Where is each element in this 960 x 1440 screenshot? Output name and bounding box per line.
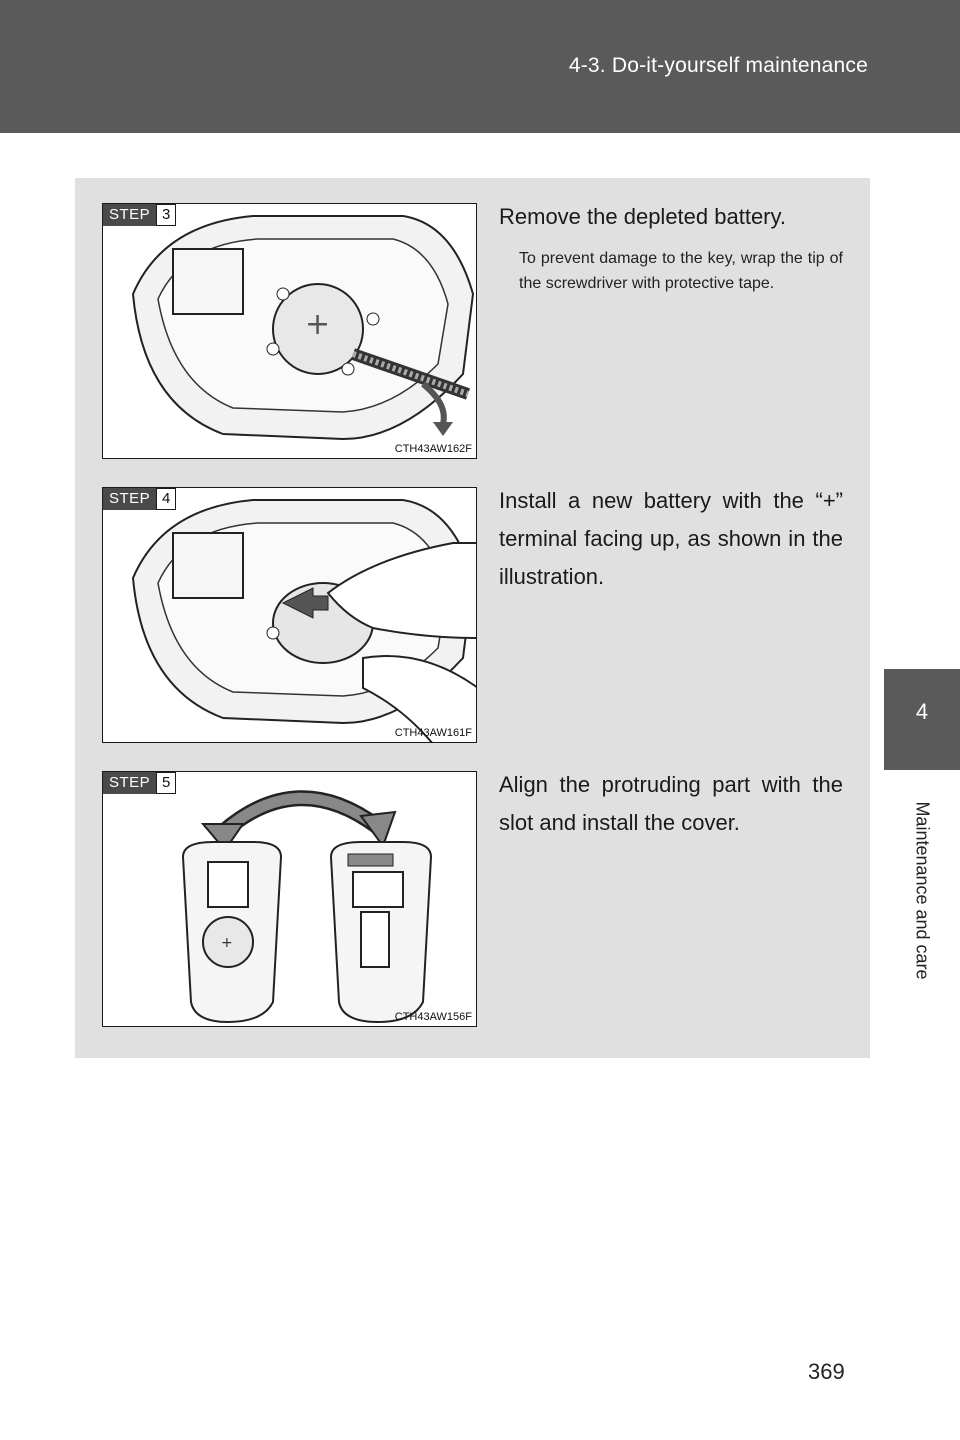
step-4-figure (102, 487, 477, 743)
key-battery-removal-illustration (103, 204, 477, 459)
figure-code: CTH43AW156F (394, 1011, 472, 1023)
step-badge (103, 488, 176, 510)
step-5-row (75, 746, 870, 1023)
instructions-panel (75, 178, 870, 1058)
step-5-figure (102, 771, 477, 1027)
step-badge-word: STEP (103, 772, 156, 794)
svg-text:+: + (305, 307, 331, 342)
step-3-figure (102, 203, 477, 459)
step-instruction: Align the protruding part with the slot and install the cover. (499, 772, 843, 835)
step-3-text (499, 198, 843, 296)
chapter-label: Maintenance and care (912, 801, 933, 980)
step-badge-number: 5 (156, 772, 176, 794)
key-cover-install-illustration (103, 772, 477, 1027)
chapter-label-wrap (884, 770, 960, 1010)
step-badge (103, 772, 176, 794)
header-bar (0, 0, 960, 133)
step-4-text (499, 482, 843, 596)
step-note: To prevent damage to the key, wrap the tip of the screwdriver with protective tape. (519, 250, 843, 292)
figure-code: CTH43AW162F (394, 443, 472, 455)
step-5-text (499, 766, 843, 842)
step-badge-word: STEP (103, 488, 156, 510)
page-number: 369 (808, 1359, 845, 1384)
key-battery-install-illustration (103, 488, 477, 743)
svg-text:+: + (221, 935, 233, 951)
step-badge (103, 204, 176, 226)
chapter-tab (884, 669, 960, 770)
chapter-number: 4 (915, 699, 929, 724)
step-badge-word: STEP (103, 204, 156, 226)
section-title: 4-3. Do-it-yourself maintenance (568, 54, 868, 77)
step-instruction: Remove the depleted battery. (499, 204, 786, 229)
step-4-row (75, 462, 870, 739)
step-badge-number: 3 (156, 204, 176, 226)
step-instruction: Install a new battery with the “+” terminal facing up, as shown in the illustration. (499, 488, 843, 589)
figure-code: CTH43AW161F (394, 727, 472, 739)
step-badge-number: 4 (156, 488, 176, 510)
step-3-row (75, 178, 870, 455)
